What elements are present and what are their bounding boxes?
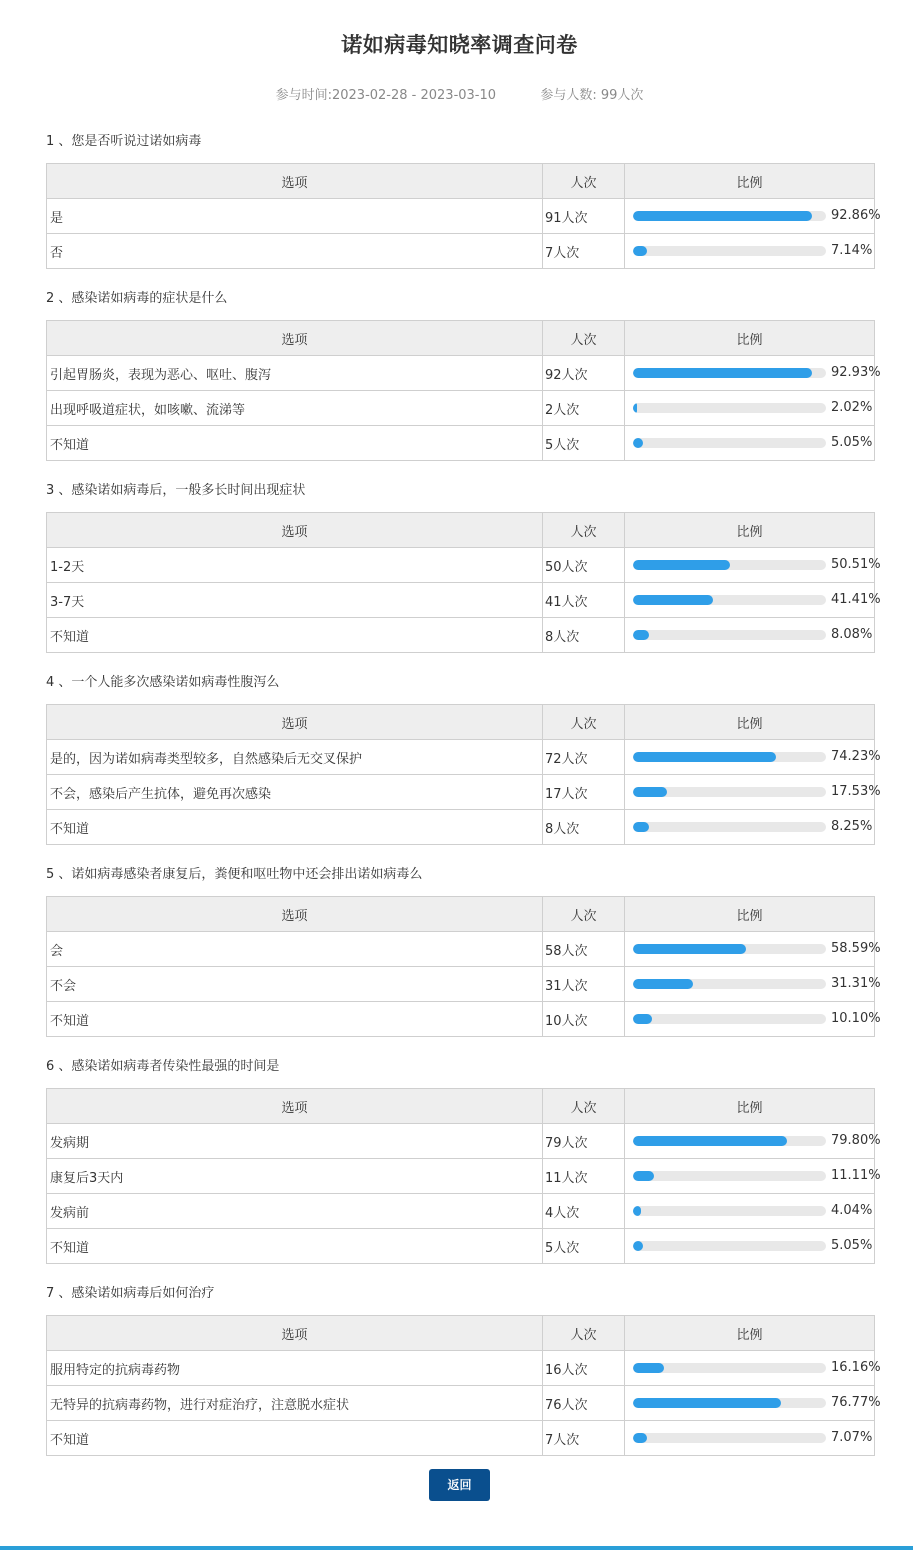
table-row [47,426,875,461]
response-count: 79人次 [543,1124,625,1159]
question-title: 6 、感染诺如病毒者传染性最强的时间是 [46,1059,280,1074]
response-count: 5人次 [543,1229,625,1264]
question-list [0,128,913,1472]
table-row [47,1351,875,1386]
percentage-label: 11.11% [831,1168,881,1183]
option-label: 服用特定的抗病毒药物 [47,1351,543,1386]
column-header-option: 选项 [47,164,543,199]
results-table [46,1315,881,1456]
percentage-label: 5.05% [831,1238,873,1253]
progress-bar-track [633,246,826,256]
percentage-label: 4.04% [831,1203,873,1218]
column-header-option: 选项 [47,1316,543,1351]
percentage-label: 5.05% [831,435,873,450]
percentage-label: 50.51% [831,557,881,572]
page-title: 诺如病毒知晓率调查问卷 [341,33,578,57]
progress-bar-fill [633,1136,787,1146]
column-header-option: 选项 [47,321,543,356]
response-count: 8人次 [543,618,625,653]
progress-bar-track [633,630,826,640]
progress-bar-fill [633,1241,643,1251]
table-row [47,391,875,426]
table-row [47,1421,875,1456]
response-count: 76人次 [543,1386,625,1421]
question-7 [0,1280,913,1456]
column-header-count: 人次 [543,321,625,356]
table-header-row [47,1316,875,1351]
response-count: 10人次 [543,1002,625,1037]
option-label: 1-2天 [47,548,543,583]
table-row [47,1229,875,1264]
table-row [47,548,875,583]
progress-bar-fill [633,944,746,954]
progress-bar-track [633,211,826,221]
progress-bar-fill [633,1398,781,1408]
results-table [46,512,881,653]
percentage-label: 10.10% [831,1011,881,1026]
progress-bar-fill [633,246,647,256]
response-count: 72人次 [543,740,625,775]
percentage-label: 41.41% [831,592,881,607]
column-header-count: 人次 [543,1316,625,1351]
ratio-cell [625,1421,875,1456]
table-row [47,775,875,810]
progress-bar-track [633,1206,826,1216]
column-header-ratio: 比例 [625,164,875,199]
percentage-label: 2.02% [831,400,873,415]
column-header-count: 人次 [543,1089,625,1124]
question-title: 3 、感染诺如病毒后，一般多长时间出现症状 [46,483,306,498]
response-count: 17人次 [543,775,625,810]
percentage-label: 79.80% [831,1133,881,1148]
column-header-ratio: 比例 [625,897,875,932]
ratio-cell [625,932,881,967]
survey-meta [0,86,913,106]
progress-bar-track [633,822,826,832]
progress-bar-track [633,979,826,989]
progress-bar-track [633,1398,826,1408]
option-label: 出现呼吸道症状，如咳嗽、流涕等 [47,391,543,426]
participation-time-range: 2023-02-28 - 2023-03-10 [331,88,497,103]
question-5 [0,861,913,1037]
option-label: 不会 [47,967,543,1002]
ratio-cell [625,199,881,234]
column-header-ratio: 比例 [625,321,875,356]
footer-divider [0,1546,913,1550]
table-row [47,234,875,269]
option-label: 康复后3天内 [47,1159,543,1194]
ratio-cell [625,548,881,583]
progress-bar-fill [633,752,776,762]
option-label: 无特异的抗病毒药物，进行对症治疗，注意脱水症状 [47,1386,543,1421]
table-header-row [47,164,875,199]
progress-bar-track [633,595,826,605]
column-header-ratio: 比例 [625,1316,875,1351]
table-header-row [47,1089,875,1124]
percentage-label: 58.59% [831,941,881,956]
ratio-cell [625,583,881,618]
column-header-option: 选项 [47,1089,543,1124]
question-4 [0,669,913,845]
participant-count-label: 参与人数: [540,88,601,103]
question-title: 4 、一个人能多次感染诺如病毒性腹泻么 [46,675,280,690]
ratio-cell [625,1124,881,1159]
ratio-cell [625,1194,875,1229]
progress-bar-track [633,560,826,570]
table-row [47,1386,875,1421]
percentage-label: 7.07% [831,1430,873,1445]
option-label: 会 [47,932,543,967]
response-count: 50人次 [543,548,625,583]
column-header-option: 选项 [47,513,543,548]
column-header-ratio: 比例 [625,705,875,740]
column-header-ratio: 比例 [625,513,875,548]
option-label: 不知道 [47,426,543,461]
progress-bar-track [633,1136,826,1146]
progress-bar-track [633,1363,826,1373]
question-title: 7 、感染诺如病毒后如何治疗 [46,1286,215,1301]
question-title: 2 、感染诺如病毒的症状是什么 [46,291,228,306]
results-table [46,1088,881,1264]
progress-bar-fill [633,787,667,797]
table-row [47,583,875,618]
progress-bar-fill [633,1433,647,1443]
progress-bar-fill [633,630,649,640]
table-header-row [47,513,875,548]
column-header-count: 人次 [543,164,625,199]
column-header-count: 人次 [543,513,625,548]
progress-bar-track [633,438,826,448]
question-3 [0,477,913,653]
ratio-cell [625,391,875,426]
option-label: 不知道 [47,618,543,653]
results-table [46,704,881,845]
progress-bar-track [633,1171,826,1181]
results-table [46,320,881,461]
table-header-row [47,705,875,740]
column-header-count: 人次 [543,705,625,740]
percentage-label: 74.23% [831,749,881,764]
response-count: 41人次 [543,583,625,618]
progress-bar-fill [633,403,637,413]
option-label: 发病期 [47,1124,543,1159]
option-label: 不知道 [47,810,543,845]
progress-bar-fill [633,438,643,448]
option-label: 不会，感染后产生抗体，避免再次感染 [47,775,543,810]
progress-bar-fill [633,1363,664,1373]
progress-bar-fill [633,211,812,221]
progress-bar-track [633,1433,826,1443]
response-count: 91人次 [543,199,625,234]
ratio-cell [625,1229,875,1264]
table-row [47,810,875,845]
ratio-cell [625,1002,881,1037]
participation-time-label: 参与时间: [275,88,332,103]
percentage-label: 7.14% [831,243,873,258]
percentage-label: 8.25% [831,819,873,834]
ratio-cell [625,356,881,391]
ratio-cell [625,1351,881,1386]
ratio-cell [625,1159,881,1194]
option-label: 否 [47,234,543,269]
ratio-cell [625,740,881,775]
progress-bar-track [633,752,826,762]
table-header-row [47,321,875,356]
response-count: 7人次 [543,234,625,269]
column-header-option: 选项 [47,705,543,740]
table-header-row [47,897,875,932]
question-title: 1 、您是否听说过诺如病毒 [46,134,202,149]
response-count: 4人次 [543,1194,625,1229]
table-row [47,1159,875,1194]
table-row [47,618,875,653]
progress-bar-track [633,403,826,413]
table-row [47,932,875,967]
progress-bar-fill [633,368,812,378]
option-label: 不知道 [47,1229,543,1264]
percentage-label: 17.53% [831,784,881,799]
percentage-label: 92.93% [831,365,881,380]
option-label: 是 [47,199,543,234]
ratio-cell [625,810,875,845]
ratio-cell [625,234,875,269]
progress-bar-track [633,944,826,954]
table-row [47,1002,875,1037]
option-label: 发病前 [47,1194,543,1229]
question-2 [0,285,913,461]
table-row [47,1124,875,1159]
ratio-cell [625,618,875,653]
progress-bar-fill [633,822,649,832]
percentage-label: 8.08% [831,627,873,642]
table-row [47,356,875,391]
option-label: 引起胃肠炎，表现为恶心、呕吐、腹泻 [47,356,543,391]
percentage-label: 31.31% [831,976,881,991]
response-count: 7人次 [543,1421,625,1456]
column-header-ratio: 比例 [625,1089,875,1124]
question-title: 5 、诺如病毒感染者康复后，粪便和呕吐物中还会排出诺如病毒么 [46,867,423,882]
progress-bar-fill [633,979,693,989]
back-button[interactable]: 返回 [429,1469,490,1501]
progress-bar-fill [633,1206,641,1216]
progress-bar-track [633,1014,826,1024]
option-label: 不知道 [47,1002,543,1037]
table-row [47,967,875,1002]
response-count: 5人次 [543,426,625,461]
progress-bar-fill [633,1014,652,1024]
response-count: 31人次 [543,967,625,1002]
results-table [46,163,881,269]
table-row [47,1194,875,1229]
option-label: 不知道 [47,1421,543,1456]
progress-bar-fill [633,595,713,605]
question-1 [0,128,913,269]
column-header-option: 选项 [47,897,543,932]
response-count: 11人次 [543,1159,625,1194]
option-label: 3-7天 [47,583,543,618]
percentage-label: 16.16% [831,1360,881,1375]
response-count: 92人次 [543,356,625,391]
response-count: 2人次 [543,391,625,426]
progress-bar-fill [633,1171,654,1181]
ratio-cell [625,426,875,461]
option-label: 是的，因为诺如病毒类型较多，自然感染后无交叉保护 [47,740,543,775]
progress-bar-fill [633,560,730,570]
percentage-label: 92.86% [831,208,881,223]
table-row [47,199,875,234]
progress-bar-track [633,1241,826,1251]
table-row [47,740,875,775]
progress-bar-track [633,787,826,797]
ratio-cell [625,1386,881,1421]
response-count: 58人次 [543,932,625,967]
response-count: 8人次 [543,810,625,845]
results-table [46,896,881,1037]
question-6 [0,1053,913,1264]
participant-count-value: 99人次 [600,88,644,103]
percentage-label: 76.77% [831,1395,881,1410]
column-header-count: 人次 [543,897,625,932]
ratio-cell [625,967,881,1002]
ratio-cell [625,775,881,810]
progress-bar-track [633,368,826,378]
response-count: 16人次 [543,1351,625,1386]
